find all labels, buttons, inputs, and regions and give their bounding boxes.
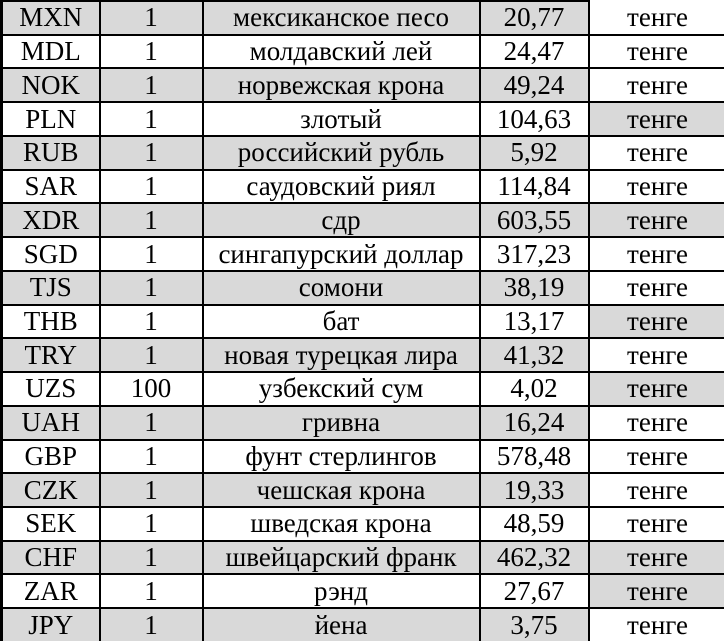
rate-value-cell: 38,19	[480, 271, 589, 305]
quantity-cell: 1	[100, 35, 203, 69]
quantity-cell: 1	[100, 473, 203, 507]
rate-value-cell: 114,84	[480, 170, 589, 204]
currency-code-cell: ZAR	[2, 574, 100, 608]
table-row	[2, 68, 724, 102]
unit-cell: тенге	[589, 608, 724, 641]
table-row	[2, 440, 724, 474]
table-row	[2, 271, 724, 305]
unit-cell: тенге	[589, 574, 724, 608]
currency-code-cell: RUB	[2, 136, 100, 170]
currency-code-cell: SAR	[2, 170, 100, 204]
rate-value-cell: 3,75	[480, 608, 589, 641]
rate-value-cell: 19,33	[480, 473, 589, 507]
rate-value-cell: 4,02	[480, 372, 589, 406]
table-row	[2, 608, 724, 641]
quantity-cell: 1	[100, 507, 203, 541]
currency-code-cell: CHF	[2, 541, 100, 575]
currency-code-cell: XDR	[2, 203, 100, 237]
currency-code-cell: NOK	[2, 68, 100, 102]
quantity-cell: 1	[100, 338, 203, 372]
rate-value-cell: 13,17	[480, 305, 589, 339]
rate-value-cell: 603,55	[480, 203, 589, 237]
table-row	[2, 102, 724, 136]
currency-code-cell: UAH	[2, 406, 100, 440]
currency-name-cell: норвежская крона	[203, 68, 480, 102]
unit-cell: тенге	[589, 203, 724, 237]
rate-value-cell: 578,48	[480, 440, 589, 474]
unit-cell: тенге	[589, 406, 724, 440]
rate-value-cell: 16,24	[480, 406, 589, 440]
currency-name-cell: фунт стерлингов	[203, 440, 480, 474]
currency-code-cell: SEK	[2, 507, 100, 541]
currency-name-cell: бат	[203, 305, 480, 339]
currency-code-cell: THB	[2, 305, 100, 339]
currency-name-cell: швейцарский франк	[203, 541, 480, 575]
quantity-cell: 1	[100, 1, 203, 35]
table-row	[2, 406, 724, 440]
rate-value-cell: 48,59	[480, 507, 589, 541]
rate-value-cell: 41,32	[480, 338, 589, 372]
table-row	[2, 507, 724, 541]
rate-value-cell: 24,47	[480, 35, 589, 69]
currency-code-cell: GBP	[2, 440, 100, 474]
currency-name-cell: чешская крона	[203, 473, 480, 507]
quantity-cell: 1	[100, 237, 203, 271]
currency-code-cell: SGD	[2, 237, 100, 271]
currency-code-cell: TJS	[2, 271, 100, 305]
quantity-cell: 1	[100, 406, 203, 440]
currency-name-cell: мексиканское песо	[203, 1, 480, 35]
table-row	[2, 170, 724, 204]
currency-name-cell: узбекский сум	[203, 372, 480, 406]
currency-code-cell: MDL	[2, 35, 100, 69]
currency-code-cell: CZK	[2, 473, 100, 507]
currency-name-cell: рэнд	[203, 574, 480, 608]
rate-value-cell: 317,23	[480, 237, 589, 271]
rate-value-cell: 27,67	[480, 574, 589, 608]
currency-name-cell: российский рубль	[203, 136, 480, 170]
table-row	[2, 305, 724, 339]
rate-value-cell: 20,77	[480, 1, 589, 35]
rate-value-cell: 104,63	[480, 102, 589, 136]
currency-name-cell: шведская крона	[203, 507, 480, 541]
table-row	[2, 136, 724, 170]
currency-name-cell: сдр	[203, 203, 480, 237]
table-row	[2, 372, 724, 406]
quantity-cell: 1	[100, 136, 203, 170]
currency-code-cell: MXN	[2, 1, 100, 35]
currency-name-cell: саудовский риял	[203, 170, 480, 204]
quantity-cell: 100	[100, 372, 203, 406]
unit-cell: тенге	[589, 102, 724, 136]
table-row	[2, 574, 724, 608]
table-row	[2, 237, 724, 271]
currency-name-cell: молдавский лей	[203, 35, 480, 69]
rate-value-cell: 462,32	[480, 541, 589, 575]
unit-cell: тенге	[589, 372, 724, 406]
quantity-cell: 1	[100, 170, 203, 204]
currency-code-cell: UZS	[2, 372, 100, 406]
unit-cell: тенге	[589, 305, 724, 339]
quantity-cell: 1	[100, 541, 203, 575]
currency-code-cell: TRY	[2, 338, 100, 372]
table-row	[2, 35, 724, 69]
unit-cell: тенге	[589, 237, 724, 271]
currency-name-cell: сингапурский доллар	[203, 237, 480, 271]
currency-name-cell: злотый	[203, 102, 480, 136]
table-row	[2, 338, 724, 372]
quantity-cell: 1	[100, 102, 203, 136]
table-row	[2, 473, 724, 507]
unit-cell: тенге	[589, 271, 724, 305]
currency-rates-body	[2, 1, 724, 641]
unit-cell: тенге	[589, 507, 724, 541]
unit-cell: тенге	[589, 440, 724, 474]
unit-cell: тенге	[589, 170, 724, 204]
quantity-cell: 1	[100, 271, 203, 305]
unit-cell: тенге	[589, 35, 724, 69]
table-row	[2, 1, 724, 35]
unit-cell: тенге	[589, 338, 724, 372]
currency-code-cell: JPY	[2, 608, 100, 641]
quantity-cell: 1	[100, 68, 203, 102]
currency-name-cell: йена	[203, 608, 480, 641]
quantity-cell: 1	[100, 305, 203, 339]
table-row	[2, 203, 724, 237]
currency-name-cell: сомони	[203, 271, 480, 305]
quantity-cell: 1	[100, 608, 203, 641]
rate-value-cell: 49,24	[480, 68, 589, 102]
currency-name-cell: гривна	[203, 406, 480, 440]
quantity-cell: 1	[100, 440, 203, 474]
currency-code-cell: PLN	[2, 102, 100, 136]
unit-cell: тенге	[589, 1, 724, 35]
unit-cell: тенге	[589, 68, 724, 102]
quantity-cell: 1	[100, 203, 203, 237]
unit-cell: тенге	[589, 541, 724, 575]
rate-value-cell: 5,92	[480, 136, 589, 170]
unit-cell: тенге	[589, 136, 724, 170]
quantity-cell: 1	[100, 574, 203, 608]
unit-cell: тенге	[589, 473, 724, 507]
table-row	[2, 541, 724, 575]
currency-name-cell: новая турецкая лира	[203, 338, 480, 372]
